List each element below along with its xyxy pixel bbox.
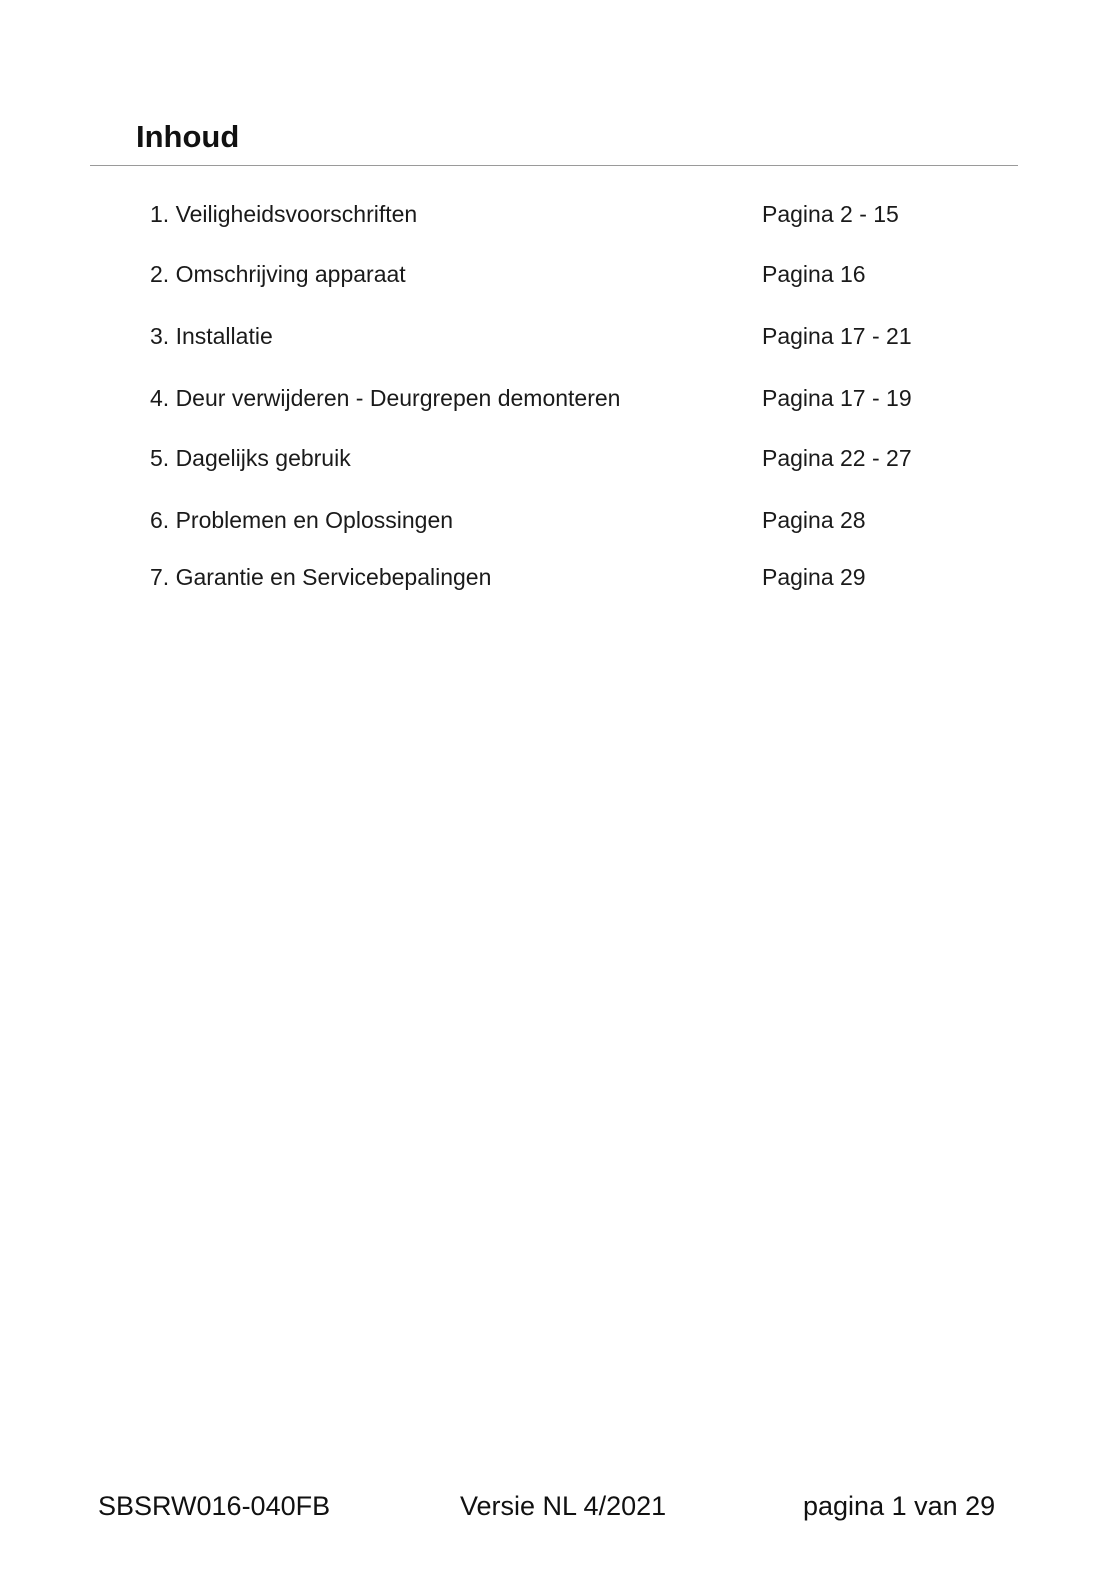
toc-entry-title: 4. Deur verwijderen - Deurgrepen demonteren [150,385,621,411]
title-divider [90,165,1018,166]
footer-model-code: SBSRW016-040FB [98,1491,331,1521]
page-title: Inhoud [136,119,240,154]
toc-entry-title: 5. Dagelijks gebruik [150,445,351,471]
toc-entry-title: 7. Garantie en Servicebepalingen [150,564,492,590]
toc-entry [0,382,1120,414]
toc-entry-pages: Pagina 29 [762,564,866,590]
footer-page-number: pagina 1 van 29 [803,1491,996,1521]
toc-entry-pages: Pagina 28 [762,507,866,533]
toc-entry-pages: Pagina 17 - 21 [762,323,912,349]
toc-entry [0,258,1120,290]
toc-entry [0,561,1120,593]
footer-version: Versie NL 4/2021 [460,1491,667,1521]
toc-entry [0,442,1120,474]
toc-entry [0,320,1120,352]
toc-entry-pages: Pagina 22 - 27 [762,445,912,471]
toc-entry-title: 6. Problemen en Oplossingen [150,507,454,533]
toc-entry-title: 2. Omschrijving apparaat [150,261,406,287]
toc-entry [0,504,1120,536]
toc-entry-pages: Pagina 16 [762,261,866,287]
toc-entry-title: 1. Veiligheidsvoorschriften [150,201,418,227]
toc-entry-pages: Pagina 17 - 19 [762,385,912,411]
toc-entry-title: 3. Installatie [150,323,273,349]
toc-entry [0,198,1120,230]
toc-entry-pages: Pagina 2 - 15 [762,201,899,227]
